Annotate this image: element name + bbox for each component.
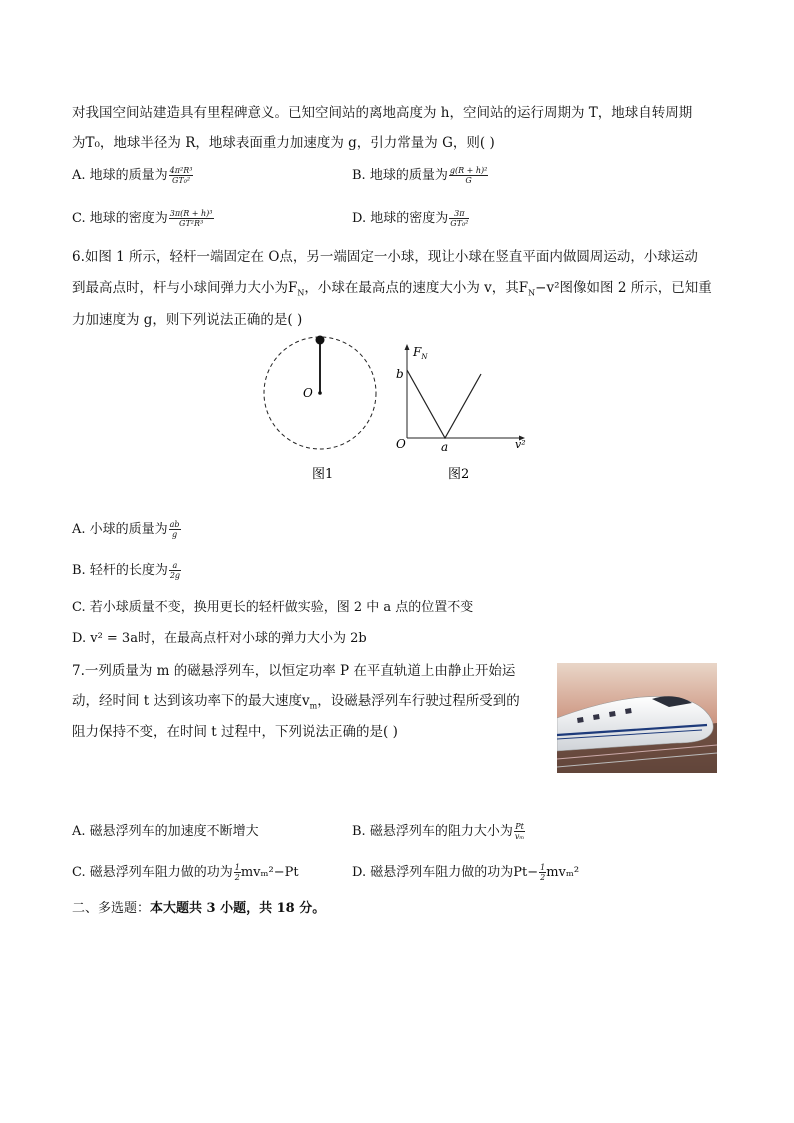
fraction [449,166,489,185]
question-text-line [72,691,520,717]
question-text-line: 6.如图 1 所示，轻杆一端固定在 O点，另一端固定一小球，现让小球在竖直平面内做圆周运动，小球运动 [72,249,698,265]
fraction [234,863,241,882]
text-span: mvₘ²−Pt [240,865,299,880]
fraction-denominator: G [465,176,472,185]
fraction-denominator: g [172,530,178,539]
question-text-line: 力加速度为 g，则下列说法正确的是( ) [72,312,303,328]
option-b [352,166,488,186]
fraction [449,209,469,228]
option-a [72,166,193,186]
label-b: b [396,367,404,381]
fraction-numerator: a [169,561,181,571]
question-text-line: 阻力保持不变，在时间 t 过程中，下列说法正确的是( ) [72,724,398,740]
option-d [352,209,469,229]
option-label: D. 磁悬浮列车阻力做的功为Pt− [352,865,539,880]
label-origin: O [396,437,406,451]
figure-2-caption: 图2 [448,467,470,482]
option-d: D. v² = 3a时，在最高点杆对小球的弹力大小为 2b [72,631,367,646]
question-text-line: 为T₀，地球半径为 R，地球表面重力加速度为 g，引力常量为 G，则( ) [72,135,495,151]
option-c [72,863,299,883]
fraction-denominator: 2 [234,873,240,882]
option-label: B. 磁悬浮列车的阻力大小为 [352,824,513,839]
option-b [352,822,525,842]
fraction [169,166,194,185]
section-heading [72,899,325,919]
option-label: A. 地球的质量为 [72,168,168,183]
fraction-denominator: GT₀² [171,176,191,185]
fraction [169,520,181,539]
text-span: −v²图像如图 2 所示，已知重 [535,280,712,296]
y-axis-label: $F_N$ [413,345,428,361]
x-axis-label: v² [515,438,526,451]
fraction-numerator: ab [169,520,180,529]
figure-1-caption: 图1 [312,467,334,482]
fraction-denominator: GT²R³ [179,219,204,228]
graph-line [407,370,481,438]
question-text-line [72,278,712,304]
fraction-numerator: 1 [540,863,546,872]
text-span: ，小球在最高点的速度大小为 v，其F [304,280,529,296]
text-span: mvₘ² [546,865,580,880]
fraction-numerator: 4π²R³ [169,166,193,175]
text-span: ，设磁悬浮列车行驶过程所受到的 [317,693,520,709]
fraction-denominator: GT₀² [450,219,469,228]
option-a [72,520,181,540]
label-o: O [303,386,313,400]
y-axis-arrow [405,344,410,350]
pivot-point [318,391,322,395]
fraction-numerator: 3π(R + h)³ [169,209,213,218]
option-c [72,209,214,229]
fraction [169,561,181,580]
label-a: a [441,440,449,454]
subscript: N [297,288,305,298]
fraction-numerator: 3π [449,209,469,219]
fraction [514,822,525,841]
question-text-line: 对我国空间站建造具有里程碑意义。已知空间站的离地高度为 h，空间站的运行周期为 T，地球自转周期 [72,105,693,121]
option-a: A. 磁悬浮列车的加速度不断增大 [72,824,259,839]
subscript: N [528,288,536,298]
option-label: A. 小球的质量为 [72,522,168,537]
fraction-numerator: Pt [515,822,524,831]
ball [316,336,325,345]
section-prefix: 二、多选题： [72,901,151,916]
train-image [557,663,717,773]
option-label: C. 地球的密度为 [72,211,168,226]
fraction-denominator: 2 [540,873,546,882]
figure-diagram [255,330,545,490]
fraction-numerator: g(R + h)² [449,166,488,175]
text-span: 到最高点时，杆与小球间弹力大小为F [72,280,298,296]
option-c: C. 若小球质量不变，换用更长的轻杆做实验，图 2 中 a 点的位置不变 [72,600,474,615]
option-b [72,561,181,581]
option-label: D. 地球的密度为 [352,211,449,226]
text-span: 动，经时间 t 达到该功率下的最大速度v [72,693,310,709]
section-title: 本大题共 3 小题，共 18 分。 [150,901,326,916]
option-label: B. 地球的质量为 [352,168,448,183]
fraction-denominator: vₘ [514,832,525,841]
question-text-line: 7.一列质量为 m 的磁悬浮列车，以恒定功率 P 在平直轨道上由静止开始运 [72,663,516,679]
fraction-numerator: 1 [234,863,240,872]
fraction-denominator: 2g [169,571,181,580]
fraction [169,209,214,228]
option-d [352,863,579,883]
option-label: B. 轻杆的长度为 [72,563,168,578]
subscript: m [309,701,318,711]
option-label: C. 磁悬浮列车阻力做的功为 [72,865,233,880]
